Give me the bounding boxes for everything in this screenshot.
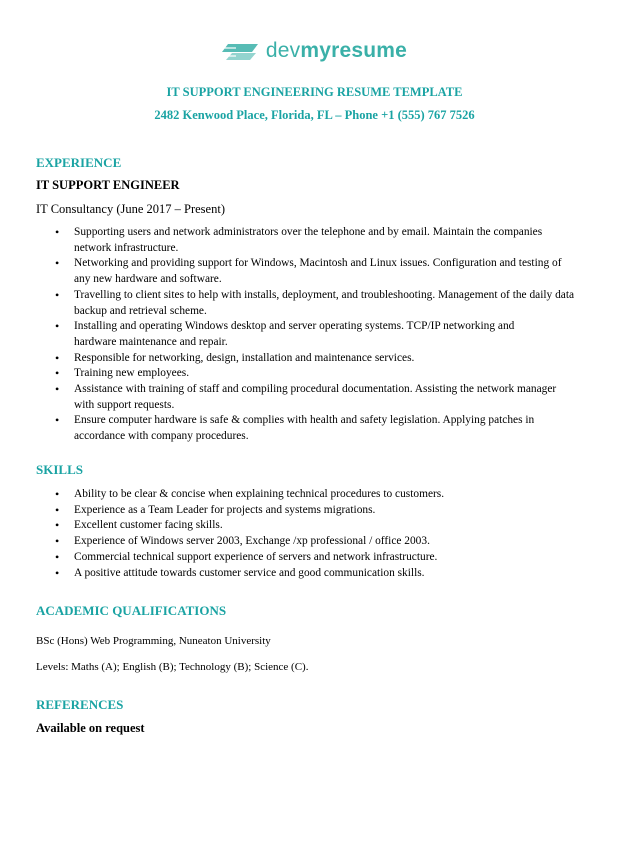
logo — [0, 36, 629, 66]
logo-text-dev: dev — [265, 39, 301, 62]
experience-bullet — [36, 288, 596, 319]
skill-bullet: • A positive attitude towards customer service and good communication skills. — [36, 566, 596, 582]
resume-title: IT SUPPORT ENGINEERING RESUME TEMPLATE — [166, 85, 463, 99]
bullet-line: Installing and operating Windows desktop and server operating systems. TCP/IP networking and — [74, 320, 515, 333]
bullet-line: Travelling to client sites to help with installs, deployment, and troubleshooting. Management of the daily data — [74, 288, 575, 301]
skill-bullet: • Excellent customer facing skills. — [36, 518, 596, 534]
company-line: IT Consultancy (June 2017 – Present) — [36, 202, 225, 216]
experience-bullet — [36, 366, 596, 382]
bullet-line: Training new employees. — [74, 367, 190, 380]
bullet-line: backup and retrieval scheme. — [74, 304, 207, 317]
bullet-line: network infrastructure. — [74, 241, 179, 254]
skill-bullet: • Ability to be clear & concise when explaining technical procedures to customers. — [36, 487, 596, 503]
experience-heading: EXPERIENCE — [36, 155, 122, 170]
experience-bullet — [36, 382, 596, 413]
experience-bullet — [36, 413, 596, 444]
experience-bullet — [36, 256, 596, 287]
job-title: IT SUPPORT ENGINEER — [36, 178, 180, 192]
skills-bullet-list — [36, 487, 596, 581]
logo-text — [266, 39, 407, 63]
bullet-line: with support requests. — [74, 398, 175, 411]
experience-bullet — [36, 225, 596, 256]
skills-heading: SKILLS — [36, 462, 83, 477]
experience-bullet — [36, 319, 596, 350]
bullet-line: Ensure computer hardware is safe & complies with health and safety legislation. Applying patches in — [74, 414, 535, 427]
bullet-line: Responsible for networking, design, installation and maintenance services. — [74, 351, 415, 364]
experience-bullet-list — [36, 225, 596, 445]
bullet-line: Supporting users and network administrators over the telephone and by email. Maintain the companies — [74, 226, 543, 238]
skill-bullet: • Experience as a Team Leader for projects and systems migrations. — [36, 503, 596, 519]
contact-line: 2482 Kenwood Place, Florida, FL – Phone +1 (555) 767 7526 — [154, 108, 475, 122]
skill-bullet: • Experience of Windows server 2003, Exchange /xp professional / office 2003. — [36, 534, 596, 550]
references-heading: REFERENCES — [36, 697, 124, 712]
academic-heading: ACADEMIC QUALIFICATIONS — [36, 603, 227, 618]
logo-mark-icon — [222, 40, 262, 62]
bullet-line: any new hardware and software. — [74, 273, 222, 286]
degree-line: BSc (Hons) Web Programming, Nuneaton University — [36, 635, 271, 647]
bullet-line: Assistance with training of staff and compiling procedural documentation. Assisting the network manager — [74, 383, 557, 396]
bullet-line: accordance with company procedures. — [74, 430, 249, 443]
references-text: Available on request — [36, 721, 145, 735]
bullet-line: hardware maintenance and repair. — [74, 335, 228, 348]
logo-text-myresume: myresume — [300, 39, 408, 62]
skill-bullet: • Commercial technical support experience of servers and network infrastructure. — [36, 550, 596, 566]
levels-line: Levels: Maths (A); English (B); Technology (B); Science (C). — [36, 661, 309, 673]
bullet-line: Networking and providing support for Windows, Macintosh and Linux issues. Configuration and testing of — [74, 257, 562, 270]
experience-bullet — [36, 351, 596, 367]
